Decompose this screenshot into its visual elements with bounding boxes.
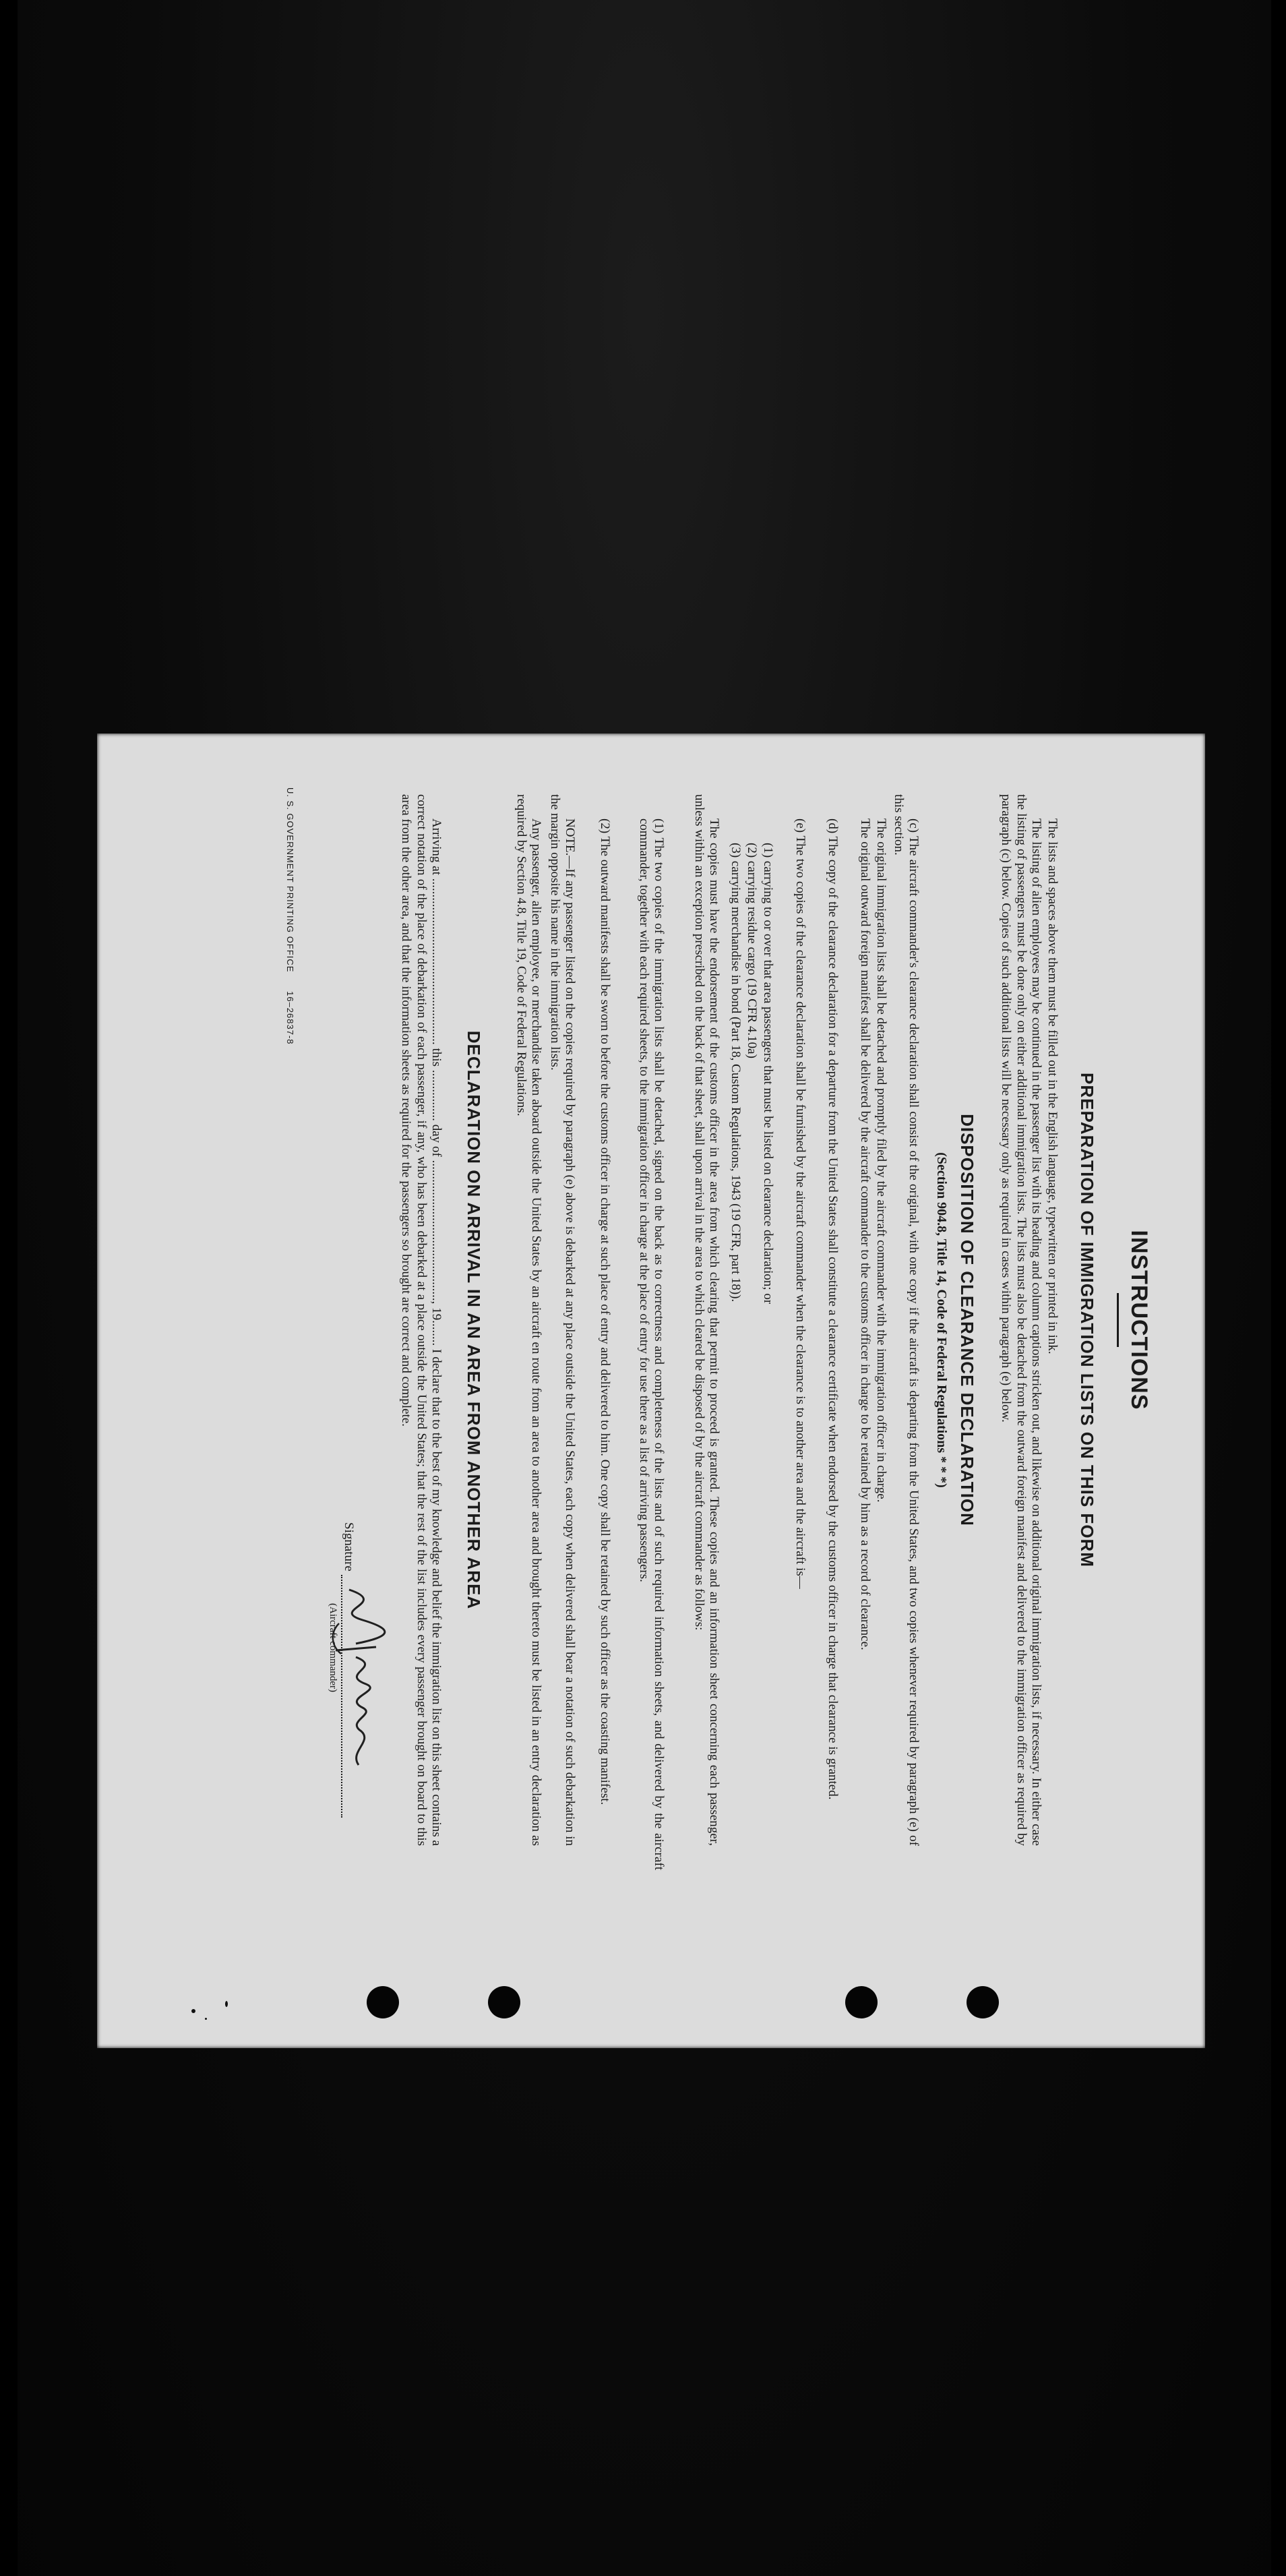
paragraph: The original immigration lists shall be detached and promptly filed by the aircraft commander with the immigration officer in charge. xyxy=(874,818,888,1503)
section-heading-declaration: DECLARATION ON ARRIVAL IN AN AREA FROM ANOTHER AREA xyxy=(464,1030,484,1610)
rotated-page xyxy=(97,733,1205,2048)
ink-speck xyxy=(205,2018,207,2020)
paragraph: The original outward foreign manifest shall be delivered by the aircraft commander to the customs officer in charge to be retained by him as a record of clearance. xyxy=(858,818,872,1650)
list-item: (3) carrying merchandise in bond (Part 18, Custom Regulations, 1943 (19 CFR, part 18)). xyxy=(729,843,743,1302)
ink-speck xyxy=(225,2001,228,2007)
ink-speck xyxy=(191,2009,195,2013)
list-item: (1) The two copies of the immigration lists shall be detached, signed on the back as to correctness and completeness of the lists and of such required information sheets, and delivered by the aircraft commander, together with each required sheets, to the immigration officer in charge at the place of entry for use there as a list of arriving passengers. xyxy=(636,818,666,1870)
list-item: (1) carrying to or over that area passengers that must be listed on clearance declaration; or xyxy=(761,843,775,1305)
list-item: (2) The outward manifests shall be sworn to before the customs officer in charge at such place of entry and delivered to him. One copy shall be retained by such officer as the coasting manifest. xyxy=(598,818,612,1805)
paragraph-c: (c) The aircraft commander's clearance declaration shall consist of the original, with one copy if the aircraft is departing from the United States, and two copies whenever required by paragraph (e) of this section. xyxy=(891,794,921,1846)
note-paragraph: NOTE.—If any passenger listed on the copies required by paragraph (e) above is debarked at any place outside the United States, each copy when delivered shall bear a notation of such debarkation in the margin opposite his name in the immigration lists. xyxy=(547,794,577,1846)
signature-caption: (Aircraft commander) xyxy=(327,1603,338,1693)
paragraph: The listing of alien employees may be continued in the passenger list with its heading and column captions stricken out, and likewise on additional original immigration lists, if necessary. In either case the listing of passengers must be done only on either additional immigration lists. The lists must also be detached from the outward foreign manifest and delivered to the immigration officer as required by paragraph (c) below. Copies of such additional lists will be necessary only as required in cases within paragraph (e) below. xyxy=(999,794,1043,1846)
section-subheading: (Section 904.8, Title 14, Code of Federal Regulations * * *) xyxy=(934,1152,949,1488)
paragraph: The copies must have the endorsement of the customs officer in the area from which clearing that permit to proceed is granted. These copies and an information sheet concerning each passenger, unless within an exception prescribed on the back of that sheet, shall upon arrival in the area to which cleared be disposed of by the aircraft commander as follows: xyxy=(692,794,721,1846)
handwritten-signature xyxy=(322,1583,403,1785)
document-title: INSTRUCTIONS xyxy=(1126,1230,1152,1410)
printer-name: U. S. GOVERNMENT PRINTING OFFICE xyxy=(285,787,295,973)
section-heading-preparation: PREPARATION OF IMMIGRATION LISTS ON THIS FORM xyxy=(1077,1073,1097,1567)
list-item: (2) carrying residue cargo (19 CFR 4.10a) xyxy=(745,843,759,1058)
paragraph: Any passenger, alien employee, or merchandise taken aboard outside the United States by an aircraft en route from an area to another area and brought thereto must be listed in an entry declaration as required by Section 4.8, Title 19, Code of Federal Regulations. xyxy=(514,794,543,1846)
signature-block xyxy=(326,1522,356,1873)
printer-imprint xyxy=(285,787,295,1045)
paragraph: The lists and spaces above them must be filled out in the English language, typewritten or printed in ink. xyxy=(1045,818,1060,1354)
section-heading-disposition: DISPOSITION OF CLEARANCE DECLARATION xyxy=(957,1114,977,1526)
paragraph-d: (d) The copy of the clearance declaration for a departure from the United States shall constitute a clearance certificate when endorsed by the customs officer in charge that clearance is granted. xyxy=(826,818,840,1800)
form-code: 16–26837-8 xyxy=(285,991,295,1045)
paragraph-e: (e) The two copies of the clearance declaration shall be furnished by the aircraft commander when the clearance is to another area and the aircraft is— xyxy=(793,818,807,1589)
signature-label: Signature xyxy=(342,1522,356,1571)
title-rule xyxy=(1117,1293,1119,1347)
document-sheet xyxy=(97,733,1205,2048)
declaration-paragraph: Arriving at .................................................... this ................ day of ............................................, 19........ I declare that to the best of my knowledge and belief the immigration list on this sheet contains a correct notation of the place of debarkation of each passenger, if any, who has been debarked at a place outside the United States; that the rest of the list includes every passenger brought on board to this area from the other area, and that the information sheets as required for the passengers so brought are correct and complete. xyxy=(399,794,443,1846)
